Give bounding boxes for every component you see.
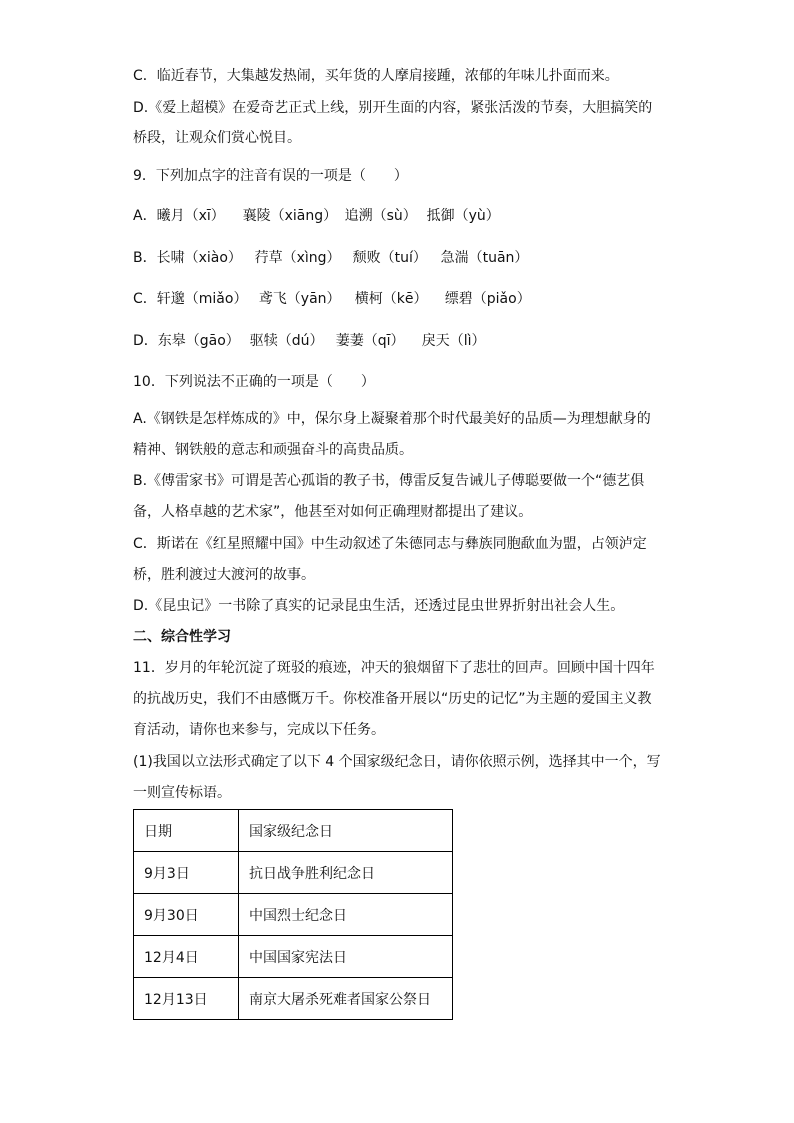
table-cell: 南京大屠杀死难者国家公祭日 <box>239 978 453 1020</box>
table-cell: 9月3日 <box>134 852 239 894</box>
option-item: 急湍（tuān） <box>440 250 529 266</box>
table-cell: 抗日战争胜利纪念日 <box>239 852 453 894</box>
q11-sub1-line1: (1)我国以立法形式确定了以下 4 个国家级纪念日，请你依照示例，选择其中一个，写 <box>133 754 661 770</box>
table-cell: 9月30日 <box>134 894 239 936</box>
q11-stem-line2: 的抗战历史，我们不由感慨万千。你校准备开展以“历史的记忆”为主题的爱国主义教 <box>133 691 652 707</box>
q10-stem: 10．下列说法不正确的一项是（ ） <box>133 374 375 390</box>
option-item: 横柯（kē） <box>354 291 428 307</box>
option-item: 东皋（gāo） <box>157 333 240 349</box>
option-item: 荇草（xìng） <box>254 250 341 266</box>
table-cell: 12月13日 <box>134 978 239 1020</box>
option-label: D． <box>133 333 158 349</box>
option-label: A． <box>133 208 157 224</box>
option-item: 戾天（lì） <box>421 333 486 349</box>
q10-option-d: D.《昆虫记》一书除了真实的记录昆虫生活，还透过昆虫世界折射出社会人生。 <box>133 598 625 614</box>
option-item: 驱犊（dú） <box>249 333 324 349</box>
table-cell: 中国国家宪法日 <box>239 936 453 978</box>
option-label: B． <box>133 250 157 266</box>
q9-option-a <box>133 206 500 226</box>
q8-option-c: C．临近春节，大集越发热闹，买年货的人摩肩接踵，浓郁的年味儿扑面而来。 <box>133 68 619 84</box>
option-item: 颓败（tuí） <box>352 250 427 266</box>
option-item: 轩邈（miǎo） <box>156 291 248 307</box>
q9-option-b <box>133 248 528 268</box>
q10-option-c-line2: 桥，胜利渡过大渡河的故事。 <box>133 567 315 583</box>
table-cell: 12月4日 <box>134 936 239 978</box>
option-item: 萋萋（qī） <box>335 333 405 349</box>
table-row <box>134 978 453 1020</box>
option-item: 长啸（xiào） <box>156 250 242 266</box>
option-item: 缥碧（piǎo） <box>444 291 531 307</box>
q10-option-a-line1: A.《钢铁是怎样炼成的》中，保尔身上凝聚着那个时代最美好的品质—为理想献身的 <box>133 411 651 427</box>
option-item: 曦月（xī） <box>156 208 225 224</box>
q10-option-a-line2: 精神、钢铁般的意志和顽强奋斗的高贵品质。 <box>133 442 413 458</box>
option-item: 襄陵（xiāng） <box>242 208 338 224</box>
table-row <box>134 936 453 978</box>
q9-stem: 9．下列加点字的注音有误的一项是（ ） <box>133 168 408 184</box>
section-heading: 二、综合性学习 <box>133 629 231 645</box>
q11-stem-line3: 育活动，请你也来参与，完成以下任务。 <box>133 722 385 738</box>
q9-option-d <box>133 331 486 351</box>
table-header-cell: 国家级纪念日 <box>239 810 453 852</box>
option-item: 追溯（sù） <box>344 208 417 224</box>
table-header-row <box>134 810 453 852</box>
memorial-days-table <box>133 809 453 1020</box>
q11-sub1-line2: 一则宣传标语。 <box>133 785 231 801</box>
option-label: C． <box>133 291 157 307</box>
table-row <box>134 852 453 894</box>
q8-option-d-line1: D.《爱上超模》在爱奇艺正式上线，别开生面的内容，紧张活泼的节奏，大胆搞笑的 <box>133 100 653 116</box>
q9-option-c <box>133 289 531 309</box>
q10-option-b-line2: 备，人格卓越的艺术家”，他甚至对如何正确理财都提出了建议。 <box>133 504 533 520</box>
q11-stem-line1: 11．岁月的年轮沉淀了斑驳的痕迹，冲天的狼烟留下了悲壮的回声。回顾中国十四年 <box>133 660 655 676</box>
q10-option-c-line1: C．斯诺在《红星照耀中国》中生动叙述了朱德同志与彝族同胞歃血为盟，占领泸定 <box>133 536 647 552</box>
q10-option-b-line1: B.《傅雷家书》可谓是苦心孤诣的教子书，傅雷反复告诫儿子傅聪要做一个“德艺俱 <box>133 473 645 489</box>
table-header-cell: 日期 <box>134 810 239 852</box>
option-item: 鸢飞（yān） <box>258 291 341 307</box>
table-cell: 中国烈士纪念日 <box>239 894 453 936</box>
q8-option-d-line2: 桥段，让观众们赏心悦目。 <box>133 130 301 146</box>
table-row <box>134 894 453 936</box>
option-item: 抵御（yù） <box>426 208 500 224</box>
